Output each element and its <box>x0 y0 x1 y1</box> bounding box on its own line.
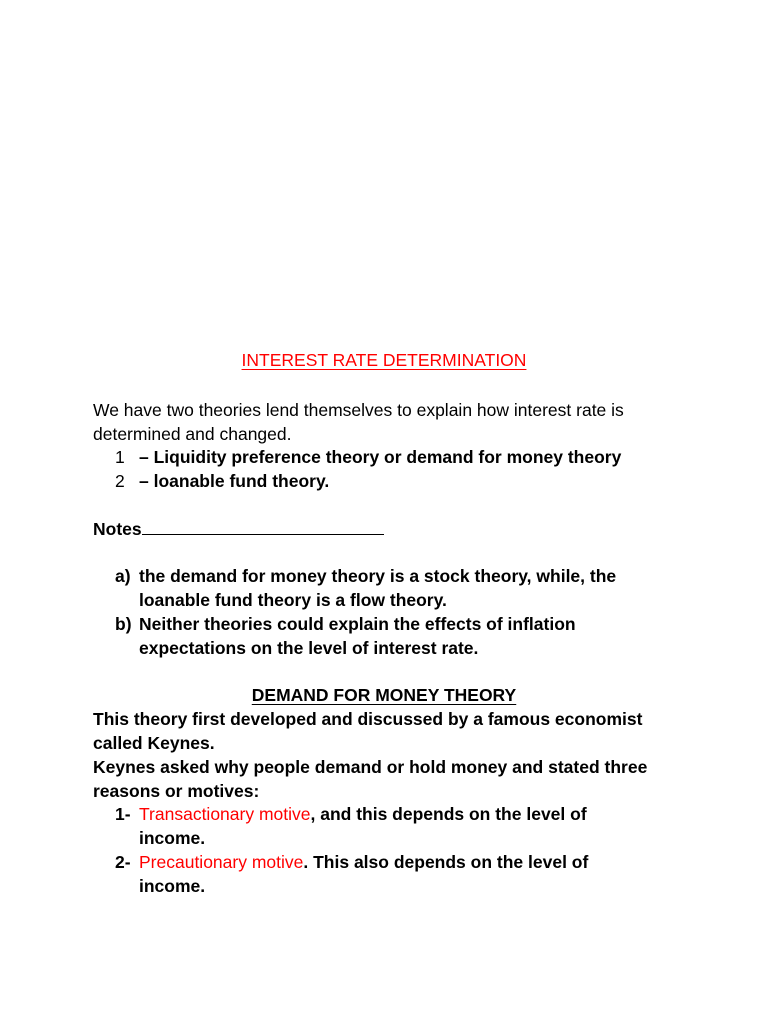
list-item <box>115 612 675 660</box>
list-number: 1 <box>115 447 125 467</box>
list-marker: 2- <box>115 852 131 872</box>
list-marker: 1- <box>115 804 131 824</box>
list-number: 2 <box>115 471 125 491</box>
paragraph-keynes: This theory first developed and discussed by a famous economist called Keynes. <box>93 709 643 753</box>
list-text: the demand for money theory is a stock theory, while, the loanable fund theory is a flow theory. <box>139 566 617 610</box>
notes-heading <box>93 516 384 541</box>
theory-list <box>115 445 621 493</box>
motives-list <box>115 802 655 898</box>
list-item <box>115 802 655 850</box>
notes-underline <box>142 516 384 535</box>
list-marker: b) <box>115 614 132 634</box>
list-item <box>115 564 675 612</box>
list-text: – Liquidity preference theory or demand for money theory <box>139 447 622 467</box>
list-item <box>115 850 655 898</box>
list-marker: a) <box>115 566 131 586</box>
motive-name: Transactionary motive <box>139 804 311 824</box>
list-item <box>115 469 621 493</box>
notes-label: Notes <box>93 519 142 539</box>
section-title: DEMAND FOR MONEY THEORY <box>251 685 517 705</box>
motive-name: Precautionary motive <box>139 852 304 872</box>
motive-description: , and this depends on the level of income. <box>139 804 587 848</box>
list-text: – loanable fund theory. <box>139 471 330 491</box>
motive-description: . This also depends on the level of income. <box>139 852 589 896</box>
list-text: Neither theories could explain the effects of inflation expectations on the level of interest rate. <box>139 614 576 658</box>
notes-list <box>115 564 675 660</box>
paragraph-motives: Keynes asked why people demand or hold money and stated three reasons or motives: <box>93 757 648 801</box>
intro-paragraph: We have two theories lend themselves to explain how interest rate is determined and changed. <box>93 400 624 444</box>
list-item <box>115 445 621 469</box>
document-title: INTEREST RATE DETERMINATION <box>241 350 527 370</box>
